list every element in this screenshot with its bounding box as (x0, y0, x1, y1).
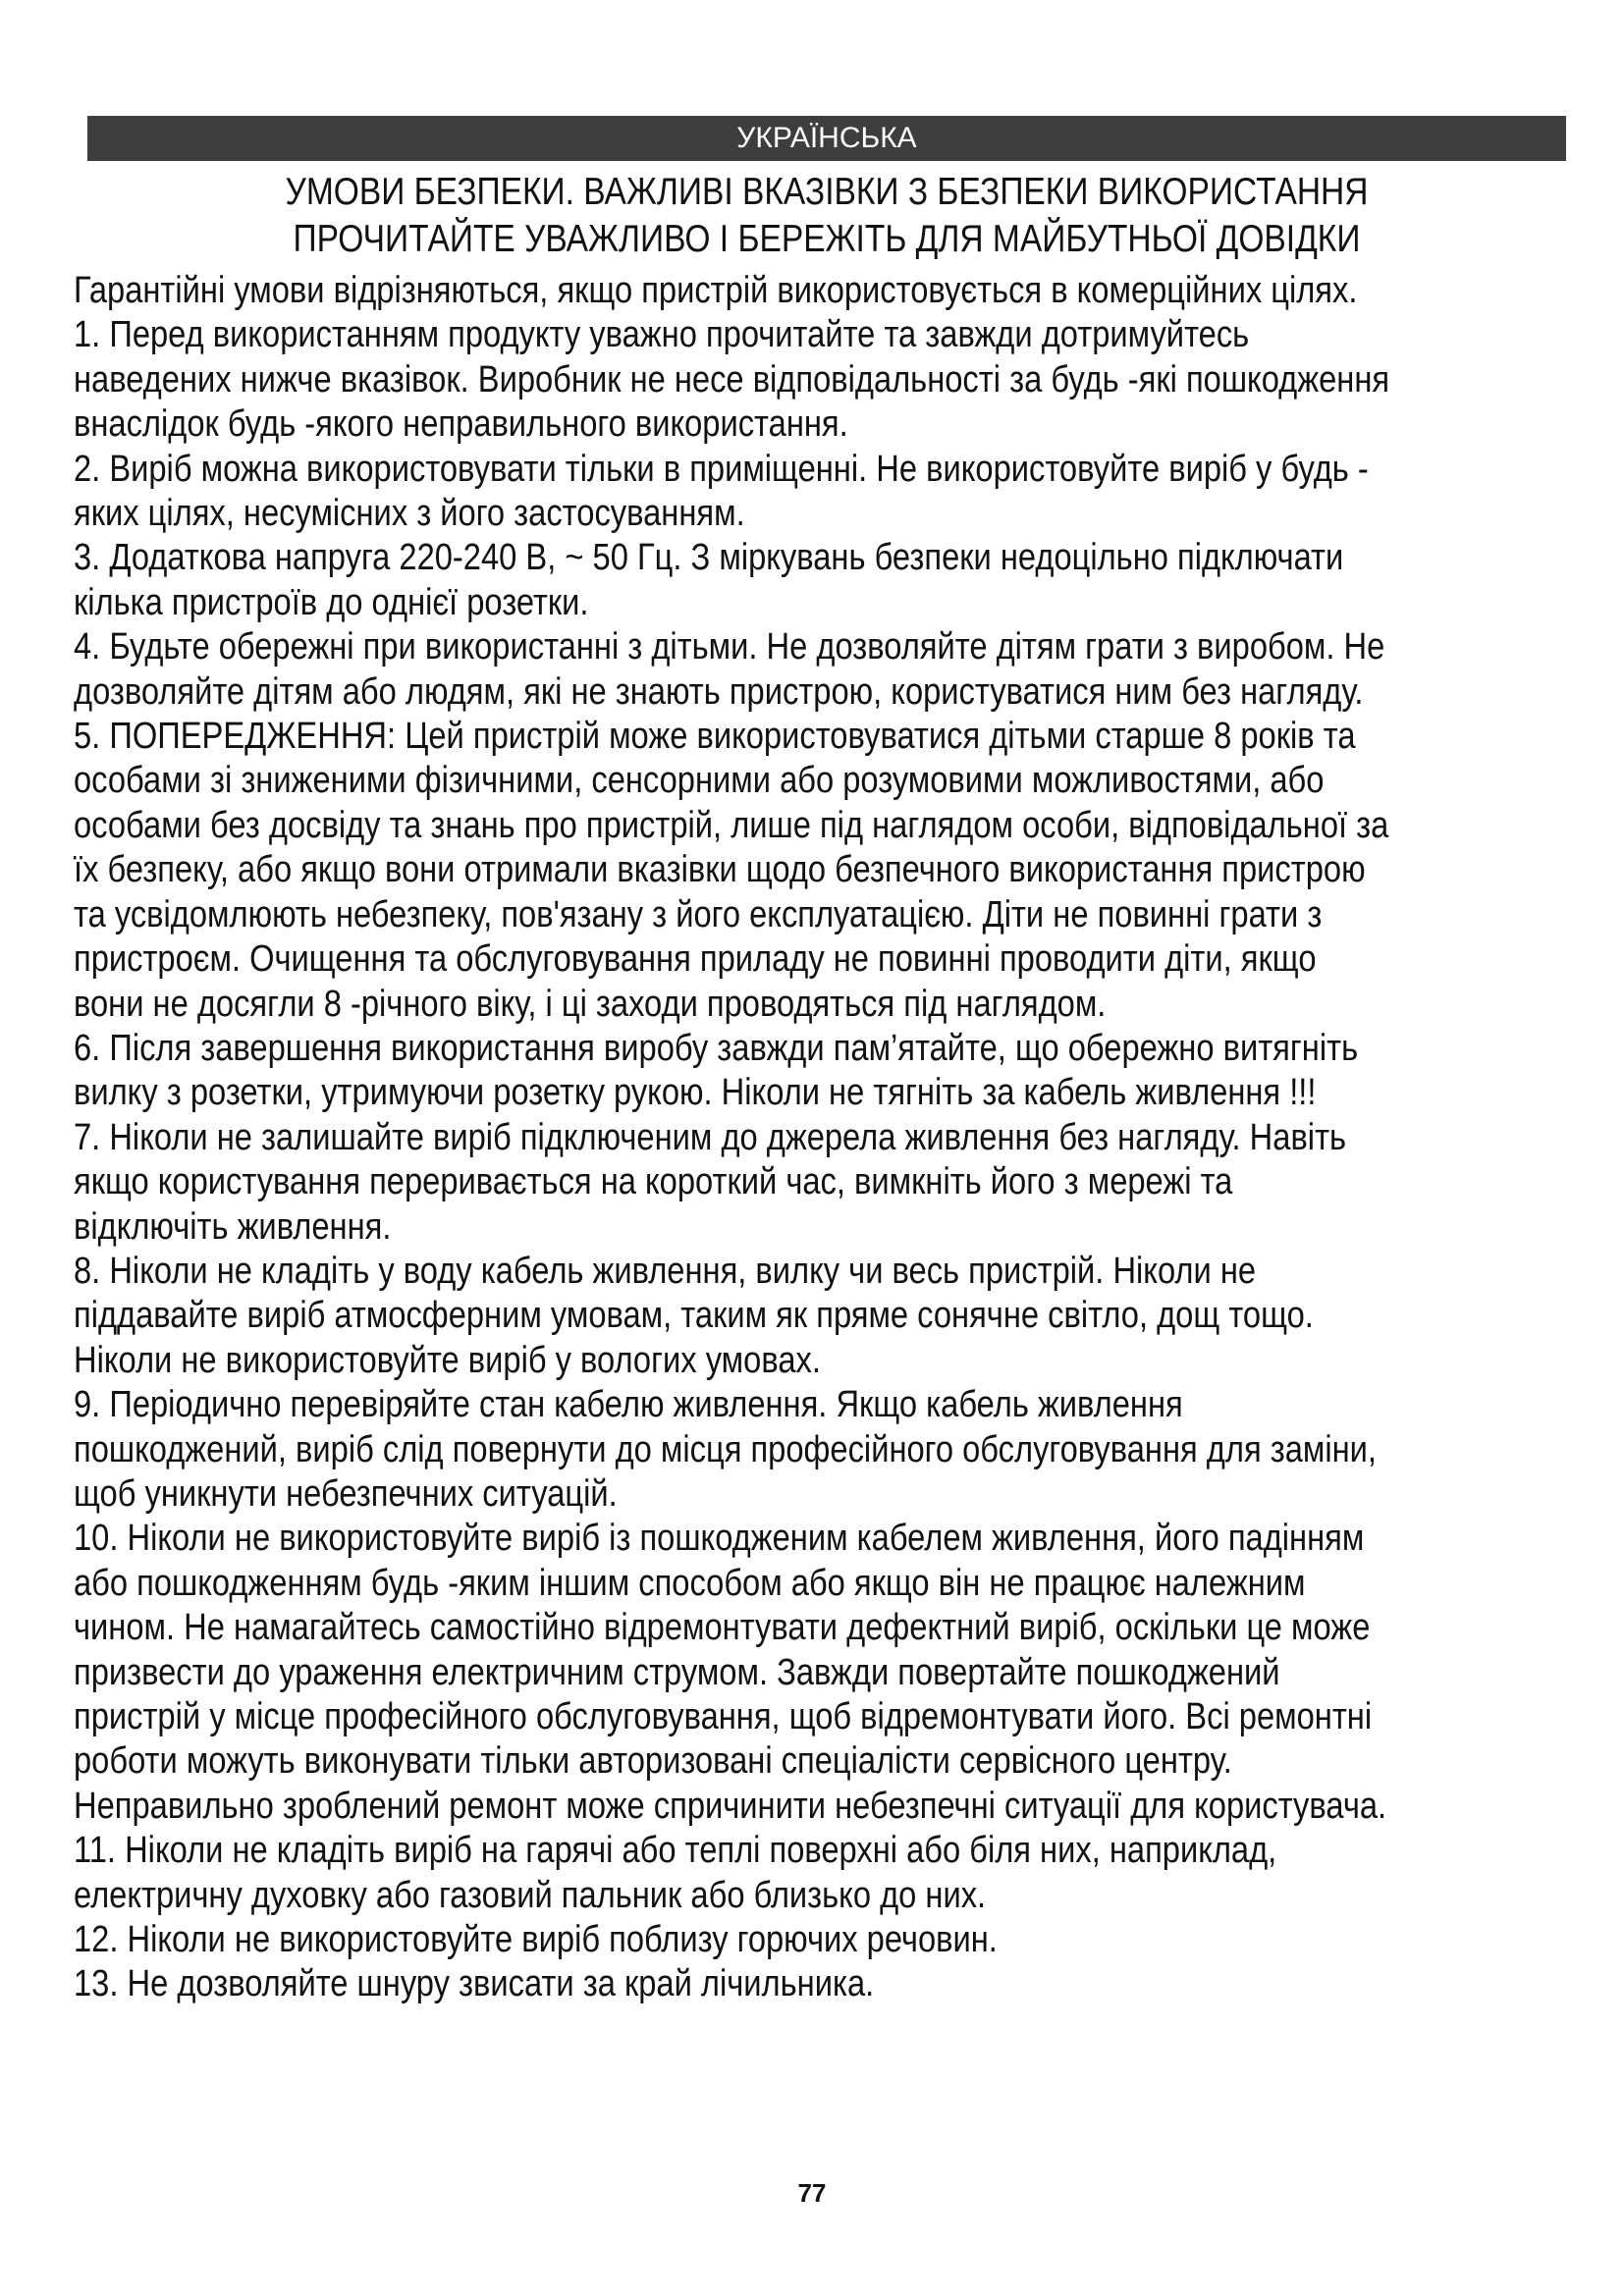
instruction-paragraph (74, 1962, 1568, 2006)
paragraph-line: пристроєм. Очищення та обслуговування приладу не повинні проводити діти, якщо (74, 938, 1317, 981)
instruction-paragraph (74, 1250, 1568, 1383)
safety-title (190, 169, 1462, 263)
paragraph-line: 2. Виріб можна використовувати тільки в приміщенні. Не використовуйте виріб у будь - (74, 448, 1369, 490)
paragraph-line: або пошкодженням будь -яким іншим способом або якщо він не працює належним (74, 1562, 1306, 1604)
paragraph-line: 10. Ніколи не використовуйте виріб із пошкодженим кабелем живлення, його падінням (74, 1518, 1365, 1560)
paragraph-line: 9. Періодично перевіряйте стан кабелю живлення. Якщо кабель живлення (74, 1384, 1183, 1426)
paragraph-line: 6. Після завершення використання виробу завжди пам’ятайте, що обережно витягніть (74, 1027, 1359, 1069)
title-line-1: УМОВИ БЕЗПЕКИ. ВАЖЛИВІ ВКАЗІВКИ З БЕЗПЕКИ ВИКОРИСТАННЯ (285, 171, 1369, 213)
paragraph-line: 8. Ніколи не кладіть у воду кабель живлення, вилку чи весь пристрій. Ніколи не (74, 1250, 1257, 1292)
paragraph-line: якщо користування переривається на короткий час, вимкніть його з мережі та (74, 1161, 1233, 1203)
paragraph-line: 1. Перед використанням продукту уважно прочитайте та завжди дотримуйтесь (74, 314, 1250, 356)
language-header-bar (87, 116, 1566, 161)
paragraph-line: пошкоджений, виріб слід повернути до місця професійного обслуговування для заміни, (74, 1428, 1377, 1470)
title-line-2: ПРОЧИТАЙТЕ УВАЖЛИВО І БЕРЕЖІТЬ ДЛЯ МАЙБУТНЬОЇ ДОВІДКИ (293, 218, 1361, 260)
paragraph-line: особами зі зниженими фізичними, сенсорними або розумовими можливостями, або (74, 760, 1325, 802)
instruction-paragraph (74, 1517, 1568, 1829)
paragraph-line: електричну духовку або газовий пальник або близько до них. (74, 1874, 987, 1916)
paragraph-line: 4. Будьте обережні при використанні з дітьми. Не дозволяйте дітям грати з виробом. Не (74, 626, 1385, 668)
instruction-paragraph (74, 715, 1568, 1027)
paragraph-line: їх безпеку, або якщо вони отримали вказівки щодо безпечного використання пристрою (74, 849, 1366, 891)
paragraph-line: щоб уникнути небезпечних ситуацій. (74, 1472, 618, 1515)
instruction-paragraph (74, 1829, 1568, 1918)
instruction-paragraph (74, 448, 1568, 537)
paragraph-line: вони не досягли 8 -річного віку, і ці заходи проводяться під наглядом. (74, 983, 1107, 1025)
instruction-paragraph (74, 1116, 1568, 1250)
paragraph-line: піддавайте виріб атмосферним умовам, таким як пряме сонячне світло, дощ тощо. (74, 1295, 1314, 1337)
paragraph-line: 13. Не дозволяйте шнуру звисати за край лічильника. (74, 1963, 875, 2005)
paragraph-line: яких цілях, несумісних з його застосуванням. (74, 493, 745, 535)
paragraph-line: 11. Ніколи не кладіть виріб на гарячі або теплі поверхні або біля них, наприклад, (74, 1830, 1277, 1872)
paragraph-line: дозволяйте дітям або людям, які не знають пристрою, користуватися ним без нагляду. (74, 670, 1364, 713)
paragraph-line: внаслідок будь -якого неправильного використання. (74, 403, 848, 446)
paragraph-line: 12. Ніколи не використовуйте виріб поблизу горючих речовин. (74, 1919, 998, 1961)
language-label: УКРАЇНСЬКА (736, 122, 917, 154)
paragraph-line: Гарантійні умови відрізняються, якщо пристрій використовується в комерційних цілях. (74, 270, 1358, 311)
paragraph-line: пристрій у місце професійного обслуговування, щоб відремонтувати його. Всі ремонтні (74, 1696, 1373, 1737)
paragraph-line: 7. Ніколи не залишайте виріб підключеним до джерела живлення без нагляду. Навіть (74, 1116, 1347, 1158)
instruction-paragraph (74, 625, 1568, 715)
paragraph-line: особами без досвіду та знань про пристрій, лише під наглядом особи, відповідальної за (74, 804, 1389, 846)
paragraph-line: вилку з розетки, утримуючи розетку рукою. Ніколи не тягніть за кабель живлення !!! (74, 1072, 1317, 1114)
document-page (74, 116, 1566, 2007)
paragraph-line: 3. Додаткова напруга 220-240 В, ~ 50 Гц. З міркувань безпеки недоцільно підключати (74, 537, 1344, 579)
instruction-paragraph (74, 1918, 1568, 1962)
paragraph-line: кілька пристроїв до однієї розетки. (74, 581, 589, 623)
paragraph-line: роботи можуть виконувати тільки авторизовані спеціалісти сервісного центру. (74, 1740, 1232, 1783)
safety-instructions (74, 269, 1568, 2007)
page-number: 77 (797, 2178, 827, 2208)
paragraph-line: наведених нижче вказівок. Виробник не несе відповідальності за будь -які пошкодження (74, 358, 1390, 400)
instruction-paragraph (74, 536, 1568, 625)
paragraph-line: та усвідомлюють небезпеку, пов'язану з його експлуатацією. Діти не повинні грати з (74, 893, 1323, 935)
paragraph-line: чином. Не намагайтесь самостійно відремонтувати дефектний виріб, оскільки це може (74, 1607, 1371, 1649)
instruction-paragraph (74, 313, 1568, 447)
instruction-paragraph (74, 269, 1568, 313)
paragraph-line: відключіть живлення. (74, 1205, 392, 1248)
paragraph-line: Ніколи не використовуйте виріб у вологих умовах. (74, 1339, 821, 1381)
paragraph-line: призвести до ураження електричним струмом. Завжди повертайте пошкоджений (74, 1651, 1280, 1693)
instruction-paragraph (74, 1027, 1568, 1116)
paragraph-line: Неправильно зроблений ремонт може спричинити небезпечні ситуації для користувача. (74, 1785, 1387, 1827)
instruction-paragraph (74, 1383, 1568, 1517)
paragraph-line: 5. ПОПЕРЕДЖЕННЯ: Цей пристрій може використовуватися дітьми старше 8 років та (74, 716, 1356, 758)
